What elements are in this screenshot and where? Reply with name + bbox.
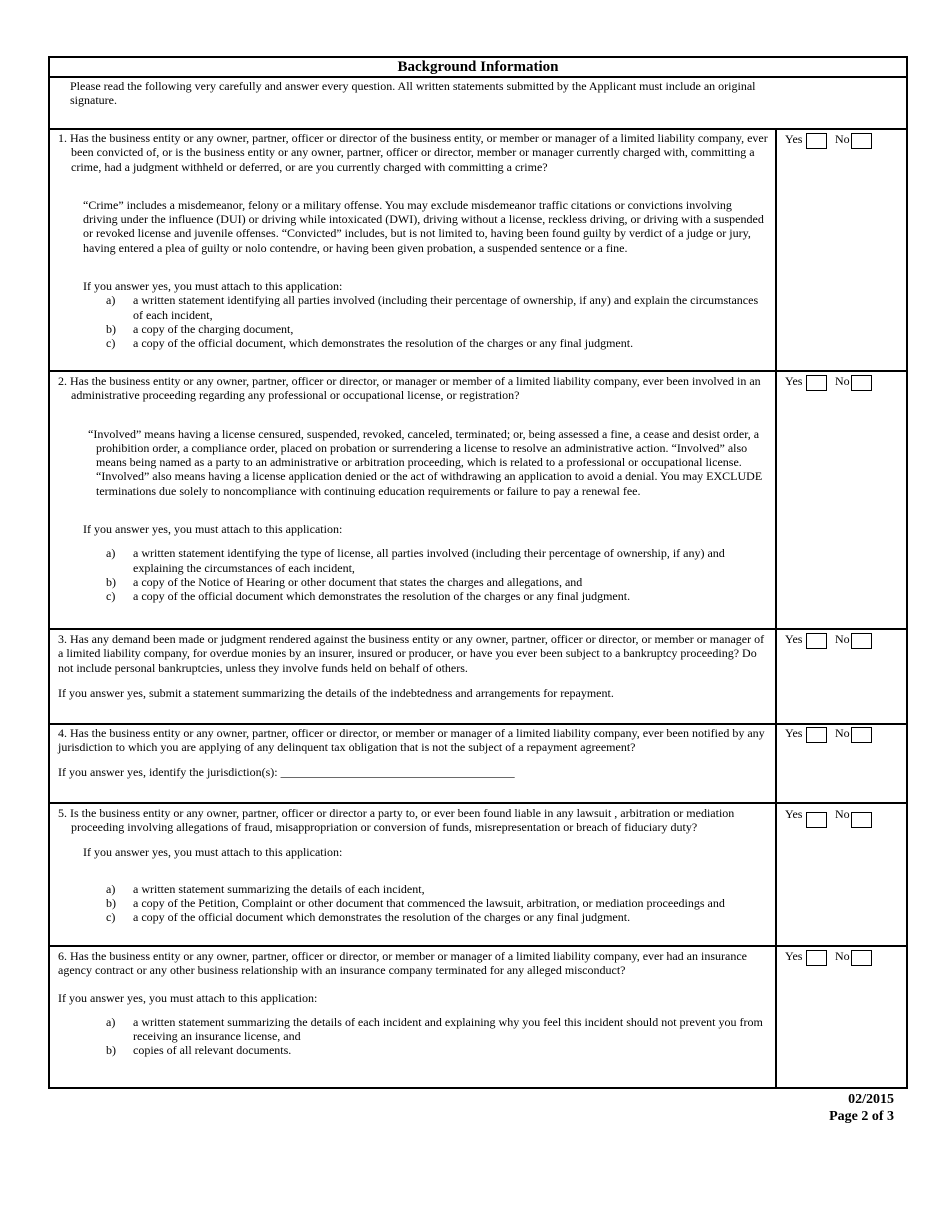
question-5-list: [106, 882, 768, 925]
question-5-text: 5. Is the business entity or any owner, partner, officer or director a party to, or ever been found liable in any lawsuit , arbitration or mediation proceeding involving allegations of fraud, misappropriation or conversion of funds, misrepresentation or breach of fiduciary duty?: [58, 806, 735, 835]
question-6: [58, 949, 768, 1058]
row-divider: [50, 945, 906, 947]
q4-yes-checkbox[interactable]: [806, 727, 827, 743]
yes-label: Yes: [785, 949, 803, 963]
list-item: b) a copy of the Notice of Hearing or other document that states the charges and allegations, and: [106, 574, 583, 589]
question-4-attach-note: If you answer yes, identify the jurisdiction(s): _______________________________________: [58, 764, 515, 779]
form-title: Background Information: [50, 58, 906, 78]
question-2-list: [106, 546, 768, 603]
no-label: No: [835, 807, 850, 821]
row-divider: [50, 628, 906, 630]
q5-no-checkbox[interactable]: [851, 812, 872, 828]
question-6-list: [106, 1015, 768, 1058]
no-label: No: [835, 132, 850, 146]
list-item: a) a written statement identifying all parties involved (including their percentage of ownership, if any) and explain the circumstances of each incident,: [106, 293, 759, 322]
list-item: c) a copy of the official document, which demonstrates the resolution of the charges or any final judgment.: [106, 336, 634, 351]
question-5: [58, 806, 768, 925]
no-label: No: [835, 949, 850, 963]
question-6-attach-note: If you answer yes, you must attach to this application:: [58, 990, 318, 1005]
q4-no-checkbox[interactable]: [851, 727, 872, 743]
q3-yes-checkbox[interactable]: [806, 633, 827, 649]
no-label: No: [835, 726, 850, 740]
no-label: No: [835, 632, 850, 646]
question-5-attach-note: If you answer yes, you must attach to this application:: [83, 844, 343, 859]
question-2-attach-note: If you answer yes, you must attach to this application:: [83, 522, 343, 537]
list-item: b) a copy of the Petition, Complaint or other document that commenced the lawsuit, arbitration, or mediation proceedings and: [106, 896, 725, 911]
q2-yes-checkbox[interactable]: [806, 375, 827, 391]
q6-no-checkbox[interactable]: [851, 950, 872, 966]
question-3-attach-note: If you answer yes, submit a statement summarizing the details of the indebtedness and arrangements for repayment.: [58, 685, 614, 700]
question-3: [58, 632, 768, 700]
column-divider: [775, 128, 777, 1089]
list-item: c) a copy of the official document which demonstrates the resolution of the charges or any final judgment.: [106, 910, 631, 925]
question-1-definition: “Crime” includes a misdemeanor, felony or a military offense. You may exclude misdemeanor traffic citations or convictions involving driving under the influence (DUI) or driving while intoxicated (DWI), driving without a license, reckless driving, or driving with a suspended or revoked license and juvenile offenses. “Convicted” includes, but is not limited to, having been found guilty by verdict of a judge or jury, having entered a plea of guilty or nolo contendre, or having been given probation, a suspended sentence or a fine.: [83, 197, 764, 255]
background-information-form: [48, 56, 908, 1089]
question-2-text: 2. Has the business entity or any owner, partner, officer or director, or manager or member of a limited liability company, ever been involved in an administrative proceeding regarding any professional or occupational license, or registration?: [58, 374, 761, 403]
list-item: a) a written statement summarizing the details of each incident,: [106, 881, 425, 896]
list-item: b) copies of all relevant documents.: [106, 1043, 292, 1058]
question-1-text: 1. Has the business entity or any owner, partner, officer or director of the business entity, or member or manager of a limited liability company, ever been convicted of, or is the business entity or any owner, partner, officer or director, member or manager currently charged with, committing a crime, had a judgment withheld or deferred, or are you currently charged with committing a crime?: [58, 131, 768, 174]
yes-label: Yes: [785, 726, 803, 740]
question-1-attach-note: If you answer yes, you must attach to this application:: [83, 279, 343, 294]
row-divider: [50, 128, 906, 130]
question-6-text: 6. Has the business entity or any owner, partner, officer or director, or member or manager of a limited liability company, ever had an insurance agency contract or any other business relationship with an insurance company terminated for any alleged misconduct?: [58, 949, 747, 978]
page-footer: [829, 1091, 894, 1125]
list-item: b) a copy of the charging document,: [106, 321, 294, 336]
row-divider: [50, 802, 906, 804]
q1-no-checkbox[interactable]: [851, 133, 872, 149]
q2-no-checkbox[interactable]: [851, 375, 872, 391]
no-label: No: [835, 374, 850, 388]
yes-label: Yes: [785, 632, 803, 646]
q1-yes-checkbox[interactable]: [806, 133, 827, 149]
row-divider: [50, 723, 906, 725]
list-item: c) a copy of the official document which demonstrates the resolution of the charges or any final judgment.: [106, 589, 631, 604]
q6-yes-checkbox[interactable]: [806, 950, 827, 966]
yes-label: Yes: [785, 374, 803, 388]
list-item: a) a written statement identifying the type of license, all parties involved (including their percentage of ownership, if any) and explaining the circumstances of each incident,: [106, 546, 725, 575]
q3-no-checkbox[interactable]: [851, 633, 872, 649]
question-1: [58, 131, 768, 351]
question-4-text: 4. Has the business entity or any owner, partner, officer or director, or member or manager of a limited liability company, ever been notified by any jurisdiction to which you are applying of any delinquent tax obligation that is not the subject of a repayment agreement?: [58, 726, 765, 755]
yes-label: Yes: [785, 132, 803, 146]
yes-label: Yes: [785, 807, 803, 821]
list-item: a) a written statement summarizing the details of each incident and explaining why you feel this incident should not prevent you from receiving an insurance license, and: [106, 1014, 763, 1044]
page-number: Page 2 of 3: [829, 1109, 894, 1124]
question-2: [58, 374, 768, 604]
question-1-list: [106, 293, 768, 350]
question-3-text: 3. Has any demand been made or judgment rendered against the business entity or any owner, partner, officer or director, or member or manager of a limited liability company, for overdue monies by an insurer, insured or producer, or have you ever been subject to a bankruptcy proceeding? Do not include personal bankruptcies, unless they involve funds held on behalf of others.: [58, 632, 765, 675]
question-2-definition: “Involved” means having a license censured, suspended, revoked, canceled, terminated; or, being assessed a fine, a cease and desist order, a prohibition order, a compliance order, placed on probation or surrendering a license to resolve an administrative action. “Involved” also means being named as a party to an administrative or arbitration proceeding, which is related to a professional or occupational license. “Involved” also means having a license application denied or the act of withdrawing an application to avoid a denial. You may EXCLUDE terminations due solely to noncompliance with continuing education requirements or failure to pay a renewal fee.: [88, 426, 763, 498]
form-revision-date: 02/2015: [848, 1092, 894, 1107]
q5-yes-checkbox[interactable]: [806, 812, 827, 828]
row-divider: [50, 370, 906, 372]
question-4: [58, 726, 768, 779]
form-intro: Please read the following very carefully and answer every question. All written statements submitted by the Applicant must include an original signature.: [70, 79, 756, 107]
